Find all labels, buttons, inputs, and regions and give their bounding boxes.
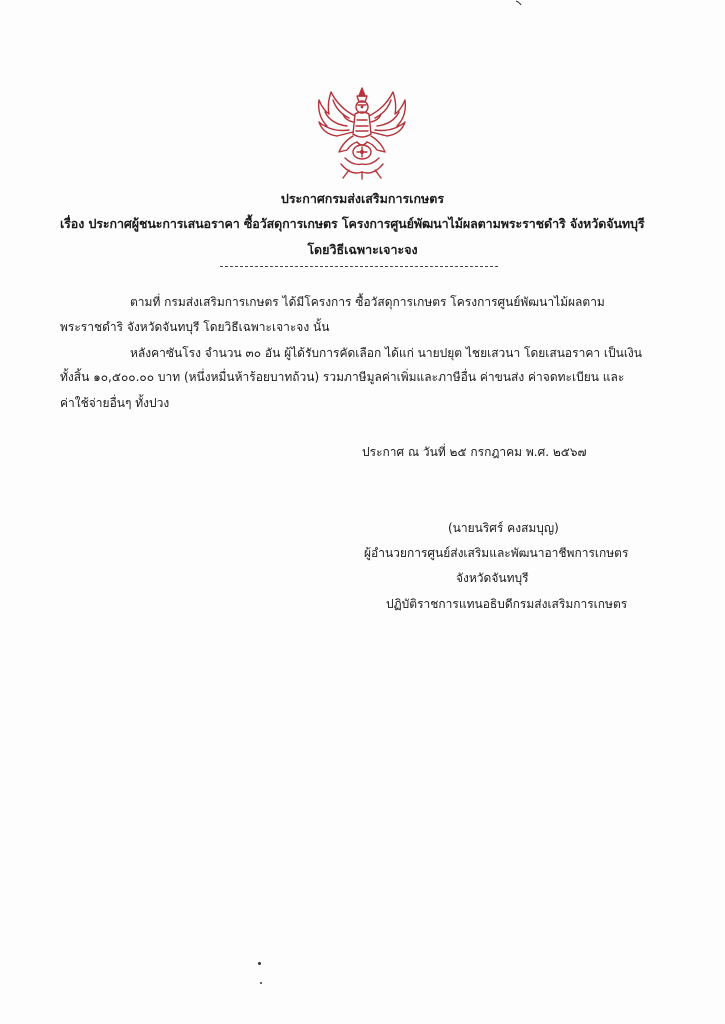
signatory-name: (นายนริศร์ คงสมบุญ): [448, 521, 559, 535]
signatory-acting-role: ปฏิบัติราชการแทนอธิบดีกรมส่งเสริมการเกษตร: [386, 597, 628, 611]
body-line: ทั้งสิ้น ๑๐,๕๐๐.๐๐ บาท (หนึ่งหมื่นห้าร้อยบาทถ้วน) รวมภาษีมูลค่าเพิ่มและภาษีอื่น ค่าขนส่ง ค่าจดทะเบียน และ: [60, 370, 625, 384]
garuda-emblem-icon: [313, 86, 411, 180]
announcement-date: ประกาศ ณ วันที่ ๒๕ กรกฎาคม พ.ศ. ๒๕๖๗: [362, 445, 587, 459]
signatory-province: จังหวัดจันทบุรี: [456, 571, 529, 585]
method-heading: โดยวิธีเฉพาะเจาะจง: [307, 242, 418, 257]
scan-speck: [258, 962, 261, 965]
scan-speck: [260, 982, 262, 984]
body-line: หลังคาซันโรง จำนวน ๓๐ อัน ผู้ได้รับการคัดเลือก ได้แก่ นายปยุต ไชยเสวนา โดยเสนอราคา เป็นเงิน: [130, 346, 642, 360]
body-line: ตามที่ กรมส่งเสริมการเกษตร ได้มีโครงการ ซื้อวัสดุการเกษตร โครงการศูนย์พัฒนาไม้ผลตาม: [130, 295, 605, 309]
pen-mark: [515, 0, 523, 6]
signatory-position: ผู้อำนวยการศูนย์ส่งเสริมและพัฒนาอาชีพการเกษตร: [364, 546, 629, 560]
issuer-heading: ประกาศกรมส่งเสริมการเกษตร: [280, 191, 445, 206]
body-line: ค่าใช้จ่ายอื่นๆ ทั้งปวง: [60, 396, 170, 410]
subject-heading: เรื่อง ประกาศผู้ชนะการเสนอราคา ซื้อวัสดุการเกษตร โครงการศูนย์พัฒนาไม้ผลตามพระราชดำริ จังหวัดจันทบุรี: [60, 216, 645, 231]
heading-divider: [220, 266, 498, 267]
body-line: พระราชดำริ จังหวัดจันทบุรี โดยวิธีเฉพาะเจาะจง นั้น: [60, 320, 330, 334]
